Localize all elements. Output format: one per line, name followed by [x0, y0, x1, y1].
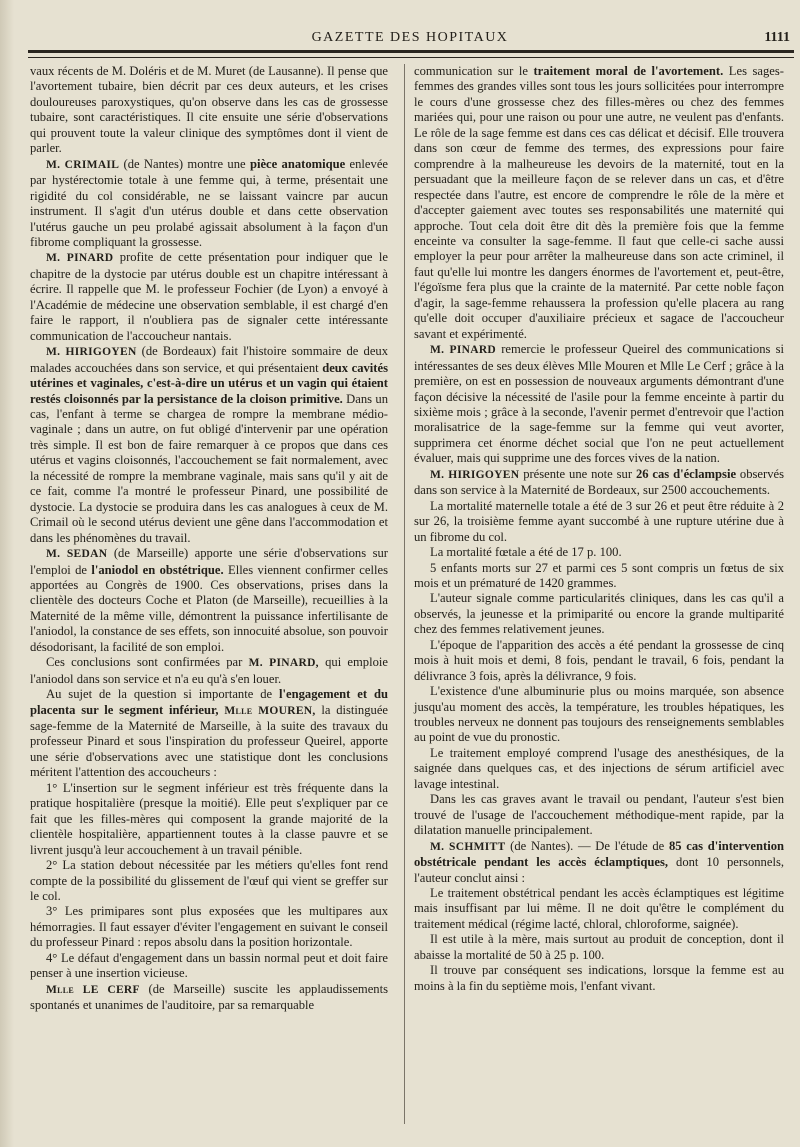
speaker-name: M. PINARD — [46, 252, 114, 265]
paragraph: Le traitement obstétrical pendant les accès éclamptiques est légitime mais insuffisant par lui même. Il ne doit qu'être le complément du traitement médical (régime lacté, chloral, chloroforme, saignée). — [414, 886, 784, 931]
speaker-name: Mlle LE CERF — [46, 983, 140, 996]
page-edge-shadow — [0, 0, 14, 1147]
paragraph: Il trouve par conséquent ses indications, lorsque la femme est au moins à la fin du septième mois, l'enfant vivant. — [414, 963, 784, 993]
paragraph — [30, 982, 388, 1014]
paragraph: Il est utile à la mère, mais surtout au produit de conception, dont il abaisse la mortalité de 50 à 25 p. 100. — [414, 932, 784, 962]
paragraph-text: (de Marseille) suscite les applaudissements spontanés et unanimes de l'auditoire, par sa remarquable — [30, 981, 389, 1013]
paragraph: L'époque de l'apparition des accès a été pendant la grossesse de cinq mois à huit mois et demi, 8 fois, pendant le travail, 6 fois, pendant la délivrance 3 fois, après la délivrance, 9 fois. — [414, 637, 784, 683]
paragraph-text: observés dans son service à la Maternité de Bordeaux, sur 2500 accouchements. — [414, 466, 784, 498]
paragraph-text: Les sages-femmes des grandes villes sont tous les jours sollicitées pour interrompre le cours d'une grossesse chez des filles-mères ou chez des femmes mariées qui, pour une raison ou pour une autre, ne veulent pas d'enfants. Le rôle de la sage femme est dans ces cas délicat et décisif. Elle trouvera dans son cœur de femme des termes, des expressions pour faire comprendre à la malheureuse les devoirs de la maternité, tout en la persuadant que la meilleure façon de se relever dans un cas, et d'être respectée dans l'autre, est encore de comprendre le rôle de la mère et d'accepter gaiement avec toutes ses responsabilités une maternité qui approche. Tout cela doit être dit dès la première fois que la femme enceinte va consulter la sage-femme. Il faut que celle-ci sache aussi employer la peur pour arrêter la malheureuse dans son acte criminel, il faut qu'elle lui montre les dangers énormes de l'avortement et, peut-être, l'égoïsme fera plus que la crainte de la maternité. Par cette noble façon d'agir, la sage-femme rehaussera la profession qu'elle placera au rang qu'elle doit occuper d'auxiliaire précieux et sagace de l'accoucheur savant et expérimenté. — [414, 64, 784, 341]
paragraph: La mortalité fœtale a été de 17 p. 100. — [430, 545, 622, 560]
paragraph — [414, 64, 784, 342]
page-header — [30, 30, 790, 52]
paragraph-text: Elles viennent confirmer celles apportées au Congrès de 1900. Ces observations, prises dans la clientèle des docteurs Coche et Platon (de Marseille), recueillies à la Maternité de la même ville, démontrent la puissance infertilisante de l'aniodol, la constance de ses effets, son innocuité absolue, son pouvoir désodorisant, la facilité de son emploi. — [30, 562, 388, 654]
paragraph — [30, 655, 388, 687]
paragraph-text: présente une note sur — [519, 466, 636, 481]
list-paragraph: 4° Le défaut d'engagement dans un bassin normal peut et doit faire penser à une insertion vicieuse. — [30, 950, 388, 981]
paragraph-text: enlevée par hystérectomie totale à une femme qui, à terme, présentait une rigidité du col considérable, ne se laissant vaincre par aucun instrument. Il s'agit d'un utérus double et dans cette observation l'utérus gauche un peu prolabé agissait absolument à la façon d'un fibrome compliquant la grossesse. — [30, 156, 388, 249]
speaker-name: M. SCHMITT — [430, 840, 506, 853]
paragraph — [30, 250, 388, 344]
paragraph — [414, 467, 784, 499]
left-column — [30, 64, 388, 1014]
paragraph — [30, 344, 388, 546]
paragraph-text: communication sur le — [414, 64, 534, 78]
paragraph-text: la distinguée sage-femme de la Maternité de Marseille, à la suite des travaux du professeur Pinard et sous l'inspiration du professeur Queirel, apporte une série d'observations avec une statistique dont les conclusions méritent l'attention des accoucheurs : — [30, 702, 388, 780]
right-column — [414, 64, 784, 994]
bold-topic: 26 cas d'éclampsie — [635, 466, 737, 481]
bold-topic: 85 cas d'intervention obstétricale pendant les accès éclamptiques, — [414, 838, 784, 870]
paragraph: vaux récents de M. Doléris et de M. Muret (de Lausanne). Il pense que l'avortement tubaire, bien décrit par ces deux auteurs, et les crises douloureuses paroxystiques, qu'on observe dans les cas de grossesse tubaire, sont caractéristiques. Il cite ensuite une série d'observations qui prouvent toute la valeur clinique des symptômes dont il vient de parler. — [30, 64, 388, 156]
speaker-name: M. HIRIGOYEN — [430, 468, 520, 481]
speaker-name: M. PINARD — [430, 344, 497, 357]
header-rule-thin — [28, 57, 794, 58]
paragraph — [414, 839, 784, 886]
list-paragraph: 1° L'insertion sur le segment inférieur est très fréquente dans la pratique hospitalière (presque la moitié). Elle peut s'expliquer par ce fait que les filles-mères qui composent la grande majorité de la clientèle hospitalière, appartiennent toutes à la classe pauvre et se livrent jusqu'à leur accouchement à un travail pénible. — [30, 780, 388, 857]
paragraph-text: (de Bordeaux) fait l'histoire sommaire de deux malades accouchées dans son service, et qui présentaient — [30, 344, 388, 375]
page-number: 1111 — [764, 30, 790, 45]
paragraph — [30, 157, 388, 251]
paragraph: L'existence d'une albuminurie plus ou moins marquée, son absence jusqu'au moment des accès, la température, les troubles hépatiques, les troubles nerveux ne donnent pas toujours des renseignements semblables au point de vue du pronostic. — [414, 684, 784, 745]
paragraph-text: Dans un cas, l'enfant à terme se chargea de rompre la membrane médio-vaginale ; dans un autre, on fut obligé d'intervenir par une opération très simple. Il est bon de faire remarquer à ce propos que dans ces utérus et vagins cloisonnés, l'accouchement se fait normalement, avec la nécessité de rompre la membrane vaginale, mais sans qu'il y ait de ce fait, comme l'a montré le professeur Pinard, une possibilité de dystocie. La dystocie se produira dans les cas analogues à ceux de M. Crimail où le second utérus devient une gêne dans l'accommodation et dans les phénomènes du travail. — [30, 391, 388, 545]
paragraph-text: dont 10 personnels, l'auteur conclut ainsi : — [414, 855, 784, 885]
speaker-name: Mlle MOUREN, — [218, 704, 316, 717]
speaker-name: M. HIRIGOYEN — [46, 346, 137, 359]
speaker-name: M. CRIMAIL — [46, 158, 120, 171]
bold-topic: l'aniodol en obstétrique. — [91, 562, 224, 577]
header-rule-thick — [28, 50, 794, 53]
paragraph: L'auteur signale comme particularités cliniques, dans les cas qu'il a observés, la jeunesse et la primiparité ou encore la grande multiparité chez des femmes relativement jeunes. — [414, 591, 784, 637]
paragraph-text: (de Nantes). — De l'étude de — [505, 838, 669, 853]
paragraph: 5 enfants morts sur 27 et parmi ces 5 sont compris un fœtus de six mois et un prématuré de 1420 grammes. — [414, 560, 784, 590]
paragraph: La mortalité maternelle totale a été de 3 sur 26 et peut être réduite à 2 sur 26, la troisième femme ayant succombé à une rupture utérine due à un fibrome du col. — [414, 498, 784, 544]
bold-topic: traitement moral de l'avortement. — [533, 64, 724, 78]
speaker-name: M. SEDAN — [46, 548, 108, 561]
speaker-name: M. PINARD, — [248, 657, 319, 670]
paragraph — [30, 687, 388, 781]
column-divider — [404, 64, 405, 1124]
bold-topic: deux cavités utérines et vaginales, c'est-à-dire un utérus et un vagin qui étaient restés cloisonnés par la persistance de la cloison primitive. — [30, 360, 388, 406]
bold-topic: l'engagement et du placenta sur le segment inférieur, — [30, 687, 388, 717]
paragraph-text: (de Nantes) montre une — [119, 156, 250, 171]
paragraph-text: (de Marseille) apporte une série d'observations sur l'emploi de — [30, 546, 388, 577]
list-paragraph: 2° La station debout nécessitée par les métiers qu'elles font rend compte de la possibilité du glissement de l'œuf qui vient se greffer sur le col. — [30, 858, 388, 904]
list-paragraph: 3° Les primipares sont plus exposées que les multipares aux hémorragies. Il faut essayer d'éviter l'engagement en suivant le conseil du professeur Pinard : repos absolu dans la position horizontale. — [30, 904, 388, 950]
journal-title: GAZETTE DES HOPITAUX — [311, 30, 509, 45]
paragraph — [30, 546, 388, 655]
paragraph: Le traitement employé comprend l'usage des anesthésiques, de la saignée dans quelques cas, et des injections de sérum artificiel avec lavage intestinal. — [414, 745, 784, 791]
paragraph-text: Ces conclusions sont confirmées par — [46, 655, 249, 670]
paragraph — [414, 342, 784, 467]
paragraph-text: profite de cette présentation pour indiquer que le chapitre de la dystocie par utérus double est un chapitre intéressant à écrire. Il rappelle que M. le professeur Fochier (de Lyon) a envoyé à l'Académie de médecine une observation semblable, il est chargé d'en faire le rapport, il n'oubliera pas de signaler cette intéressante communication de l'accoucheur nantais. — [30, 250, 388, 343]
paragraph-text: qui emploie l'aniodol dans son service et n'a eu qu'à s'en louer. — [30, 655, 388, 686]
paragraph: Dans les cas graves avant le travail ou pendant, l'auteur s'est bien trouvé de l'usage de l'accouchement méthodique-ment rapide, par la dilatation manuelle principalement. — [414, 792, 784, 838]
paragraph-text: Au sujet de la question si importante de — [46, 687, 280, 702]
bold-topic: pièce anatomique — [249, 156, 346, 171]
paragraph-text: remercie le professeur Queirel des communications si intéressantes de ses deux élèves Mlle Mouren et Mlle Le Cerf ; grâce à la première, on est en possession de nouveaux arguments démontrant d'une façon décisive la nécessité de l'asile pour la femme enceinte à partir du sixième mois ; grâce à la seconde, l'avenir permet d'entrevoir que l'action moralisatrice de la sage-femme sur la femme qui veut avorter, supprimera cet énorme déchet social que l'on ne peut actuellement évaluer, mais qui supprime une des forces vives de la nation. — [414, 342, 784, 466]
